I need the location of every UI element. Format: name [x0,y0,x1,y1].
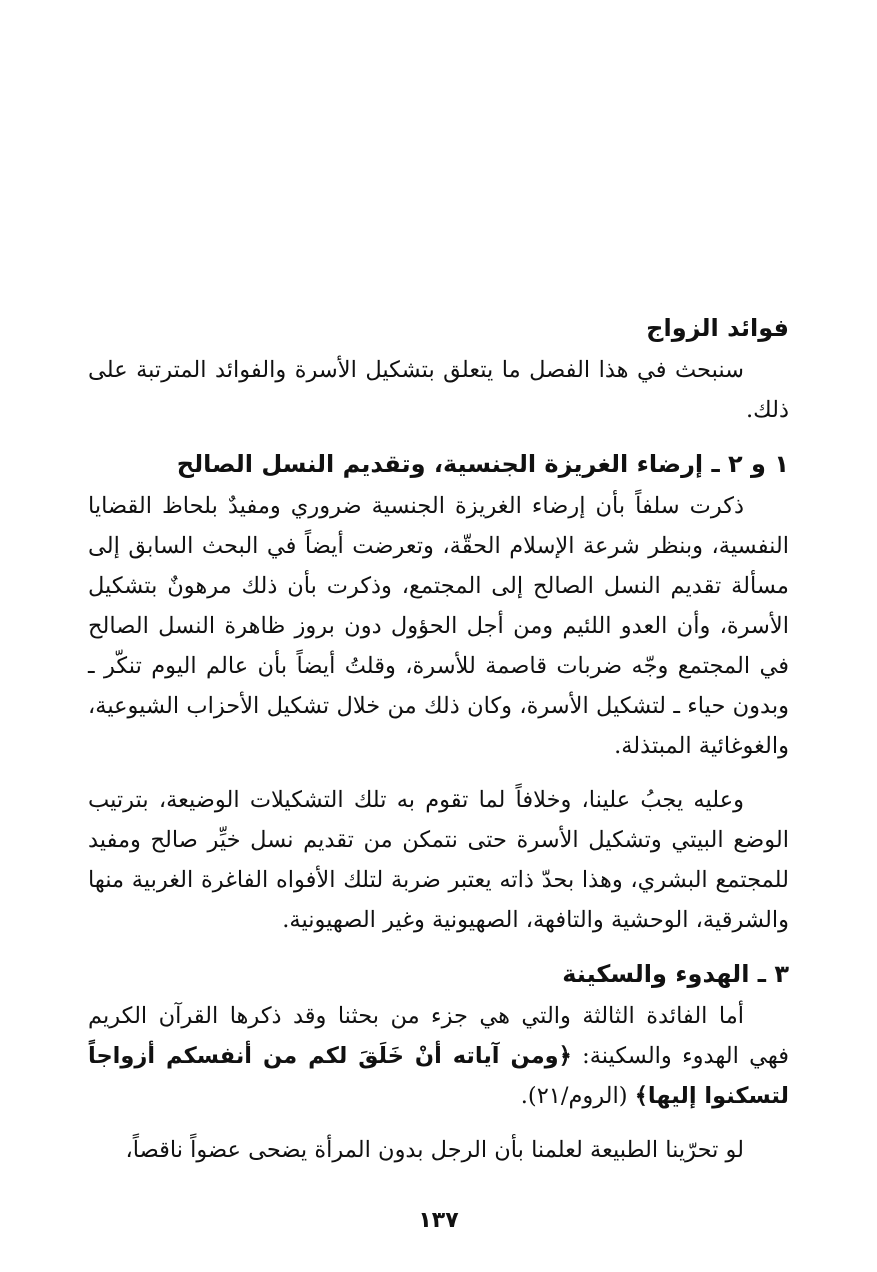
section-3-paragraph-1 [88,996,789,1116]
intro-paragraph: سنبحث في هذا الفصل ما يتعلق بتشكيل الأسرة والفوائد المترتبة على ذلك. [88,357,789,423]
page-body [88,308,789,1178]
page-number: ١٣٧ [418,1208,459,1233]
section-3-paragraph-2: لو تحرّينا الطبيعة لعلمنا بأن الرجل بدون المرأة يضحى عضواً ناقصاً، [125,1137,744,1163]
section-1-2-paragraph-1: ذكرت سلفاً بأن إرضاء الغريزة الجنسية ضروري ومفيدٌ بلحاظ القضايا النفسية، وبنظر شرعة الإسلام الحقّة، وتعرضت أيضاً في البحث السابق إلى مسألة تقديم النسل الصالح إلى المجتمع، وذكرت بأن ذلك مرهونٌ بتشكيل الأسرة، وأن العدو اللئيم ومن أجل الحؤول دون بروز ظاهرة النسل الصالح في المجتمع وجّه ضربات قاصمة للأسرة، وقلتُ أيضاً بأن عالم اليوم تنكّر ـ وبدون حياء ـ لتشكيل الأسرة، وكان ذلك من خلال تشكيل الأحزاب الشيوعية، والغوغائية المبتذلة. [88,493,789,759]
main-title: فوائد الزواج [646,314,789,342]
section-1-2-title: ١ و ٢ ـ إرضاء الغريزة الجنسية، وتقديم النسل الصالح [176,450,789,478]
section-1-2-paragraph-2: وعليه يجبُ علينا، وخلافاً لما تقوم به تلك التشكيلات الوضيعة، بترتيب الوضع البيتي وتشكيل الأسرة حتى نتمكن من تقديم نسل خيِّر صالح ومفيد للمجتمع البشري، وهذا بحدّ ذاته يعتبر ضربة لتلك الأفواه الفاغرة الغربية منها والشرقية، الوحشية والتافهة، الصهيونية وغير الصهيونية. [88,787,789,933]
quran-reference: (الروم/٢١). [520,1083,628,1109]
quran-quote: ﴿ومن آياته أنْ خَلَقَ لكم من أنفسكم أزواجاً لتسكنوا إليها﴾ [88,1043,789,1109]
section-3-paragraph-1-text: أما الفائدة الثالثة والتي هي جزء من بحثنا وقد ذكرها القرآن الكريم فهي الهدوء والسكينة: [88,1003,789,1069]
section-3-title: ٣ ـ الهدوء والسكينة [562,960,789,988]
